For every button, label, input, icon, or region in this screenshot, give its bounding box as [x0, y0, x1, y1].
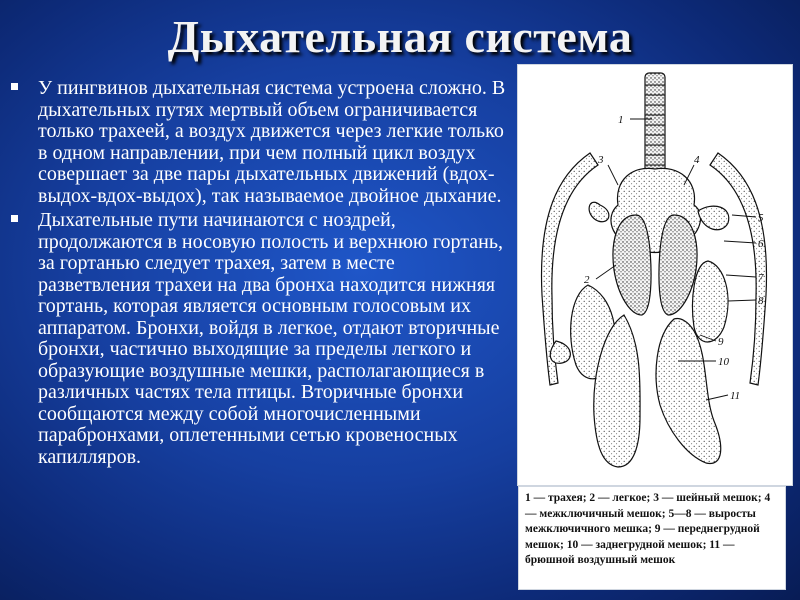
- bullet-text: Дыхательные пути начинаются с ноздрей, продолжаются в носовую полость и верхнюю гортань, за гортанью следует трахея, затем в месте разветвления трахеи на два бронха находится нижняя гортань, которая является основным голосовым их аппаратом. Бронхи, войдя в легкое, отдают вторичные бронхи, частично выходящие за пределы легкого и образующие воздушные мешки, располагающиеся в различных частях тела птицы. Вторичные бронхи сообщаются между собой многочисленными парабронхами, оплетенными сетью кровеносных капилляров.: [38, 209, 503, 468]
- label-6: 6: [758, 238, 764, 250]
- bullet-item: [8, 210, 508, 468]
- interclavicular-outgrowth-left: [589, 202, 609, 221]
- interclavicular-outgrowth-right: [698, 206, 729, 230]
- label-10: 10: [718, 356, 729, 368]
- lung-left: [613, 215, 651, 315]
- respiratory-diagram: [518, 65, 792, 485]
- bullet-list: [8, 78, 508, 471]
- label-8: 8: [758, 295, 764, 307]
- label-4: 4: [694, 154, 700, 166]
- label-7: 7: [758, 272, 764, 284]
- label-1: 1: [618, 114, 624, 126]
- label-2: 2: [584, 274, 590, 286]
- bullet-text: У пингвинов дыхательная система устроена сложно. В дыхательных путях мертвый объем ограничивается только трахеей, а воздух движется через легкие только в одном направлении, при чем полный цикл воздух совершает за две пары дыхательных движений (вдох-выдох-вдох-выдох), так называемое двойное дыхание.: [38, 77, 506, 207]
- anterior-thoracic-sac-right: [693, 261, 728, 342]
- label-11: 11: [730, 390, 741, 402]
- slide-title: Дыхательная система: [167, 11, 633, 62]
- respiratory-system-figure: [517, 64, 793, 486]
- diagram-drawing: [541, 73, 766, 467]
- label-3: 3: [598, 154, 604, 166]
- label-9: 9: [718, 336, 724, 348]
- figure-caption: 1 — трахея; 2 — легкое; 3 — шейный мешок; 4 — межключичный мешок; 5—8 — выросты межключичного мешка; 9 — переднегрудной мешок; 10 — заднегрудной мешок; 11 — брюшной воздушный мешок: [518, 486, 786, 590]
- posterior-thoracic-sac: [550, 341, 570, 363]
- bullet-square-icon: [11, 215, 18, 222]
- label-5: 5: [758, 212, 764, 224]
- bullet-square-icon: [11, 83, 18, 90]
- lung-right: [659, 215, 697, 315]
- bullet-item: [8, 78, 508, 207]
